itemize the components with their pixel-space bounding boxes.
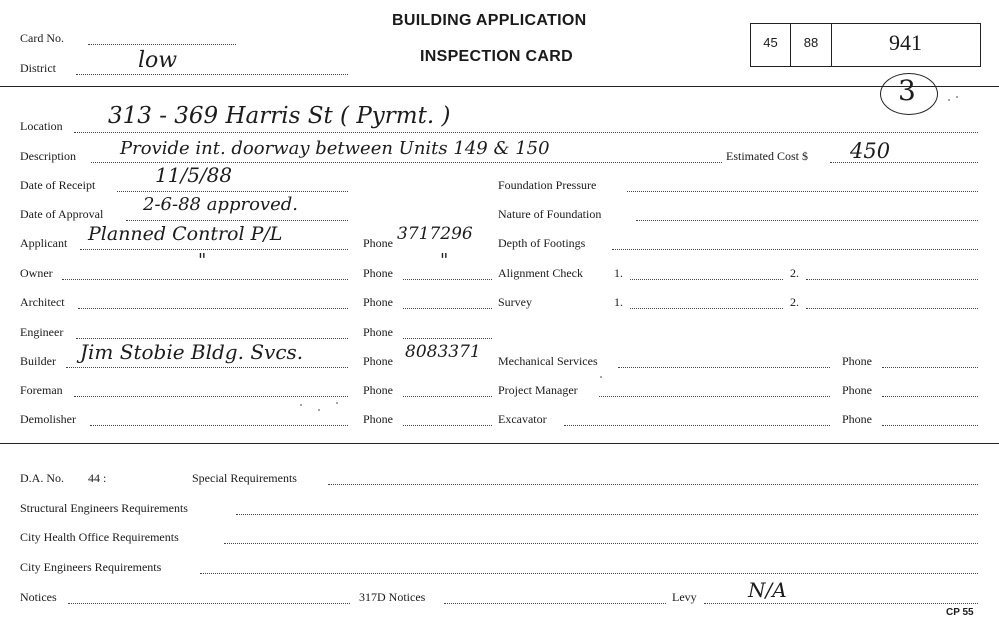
engineer-line	[76, 338, 348, 339]
foreman-line	[74, 396, 348, 397]
card-title-line2: INSPECTION CARD	[420, 48, 573, 65]
alignment-line-1	[630, 279, 783, 280]
alignment-line-2	[806, 279, 978, 280]
owner-phone-value: "	[440, 250, 449, 271]
applicant-line	[80, 249, 348, 250]
scan-speck	[300, 404, 302, 406]
builder-phone-label: Phone	[363, 354, 393, 368]
estimated-cost-value: 450	[850, 139, 891, 163]
foundation-pressure-label: Foundation Pressure	[498, 178, 597, 192]
district-label: District	[20, 61, 56, 75]
project-manager-phone-line	[882, 396, 978, 397]
owner-phone-label: Phone	[363, 266, 393, 280]
builder-line	[66, 367, 348, 368]
applicant-label: Applicant	[20, 236, 68, 250]
engineers-requirements-line	[200, 573, 978, 574]
depth-footings-label: Depth of Footings	[498, 236, 586, 250]
nature-foundation-label: Nature of Foundation	[498, 207, 602, 221]
notices-317d-line	[444, 603, 666, 604]
architect-phone-line	[403, 308, 492, 309]
da-no-value: 44 :	[88, 471, 107, 485]
alignment-num-1: 1.	[614, 266, 623, 280]
district-line	[76, 74, 348, 75]
architect-line	[78, 308, 348, 309]
da-no-label: D.A. No.	[20, 471, 64, 485]
project-manager-phone-label: Phone	[842, 383, 872, 397]
structural-requirements-line	[236, 514, 978, 515]
date-approval-line	[126, 220, 348, 221]
location-value: 313 - 369 Harris St ( Pyrmt. )	[108, 103, 451, 129]
notices-317d-label: 317D Notices	[359, 590, 426, 604]
builder-phone-value: 8083371	[405, 342, 481, 362]
date-receipt-value: 11/5/88	[155, 163, 233, 187]
excavator-label: Excavator	[498, 412, 547, 426]
alignment-num-2: 2.	[790, 266, 799, 280]
owner-label: Owner	[20, 266, 53, 280]
health-requirements-label: City Health Office Requirements	[20, 530, 179, 544]
foreman-phone-line	[403, 396, 492, 397]
foreman-phone-label: Phone	[363, 383, 393, 397]
district-value: low	[138, 48, 178, 73]
mechanical-phone-label: Phone	[842, 354, 872, 368]
nature-foundation-line	[636, 220, 978, 221]
date-approval-value: 2-6-88 approved.	[143, 194, 298, 215]
engineer-phone-label: Phone	[363, 325, 393, 339]
circled-number-value: 3	[898, 74, 916, 107]
levy-label: Levy	[672, 590, 697, 604]
engineer-phone-line	[403, 338, 492, 339]
excavator-phone-line	[882, 425, 978, 426]
survey-label: Survey	[498, 295, 532, 309]
scan-speck	[336, 402, 338, 404]
builder-label: Builder	[20, 354, 56, 368]
depth-footings-line	[612, 249, 978, 250]
project-manager-label: Project Manager	[498, 383, 578, 397]
header-divider	[0, 86, 999, 87]
card-no-label: Card No.	[20, 31, 64, 45]
reference-number-box	[750, 23, 981, 67]
ref-cell-3: 941	[889, 30, 922, 55]
description-value: Provide int. doorway between Units 149 & 150	[120, 138, 550, 159]
notices-label: Notices	[20, 590, 57, 604]
date-receipt-label: Date of Receipt	[20, 178, 96, 192]
special-requirements-line	[328, 484, 978, 485]
form-code: CP 55	[946, 607, 974, 618]
survey-line-2	[806, 308, 978, 309]
owner-line	[62, 279, 348, 280]
mechanical-services-line	[618, 367, 830, 368]
date-receipt-line	[117, 191, 348, 192]
card-no-line	[88, 44, 236, 45]
owner-value: "	[198, 250, 207, 271]
architect-phone-label: Phone	[363, 295, 393, 309]
applicant-phone-value: 3717296	[397, 224, 473, 244]
foreman-label: Foreman	[20, 383, 63, 397]
scan-speck	[318, 409, 320, 411]
ref-cell-1: 45	[751, 24, 791, 66]
mechanical-phone-line	[882, 367, 978, 368]
applicant-phone-label: Phone	[363, 236, 393, 250]
architect-label: Architect	[20, 295, 65, 309]
estimated-cost-label: Estimated Cost $	[726, 149, 808, 163]
engineers-requirements-label: City Engineers Requirements	[20, 560, 162, 574]
levy-line	[704, 603, 978, 604]
scan-speck	[948, 99, 950, 101]
levy-value: N/A	[748, 578, 787, 602]
location-line	[74, 132, 978, 133]
description-label: Description	[20, 149, 76, 163]
owner-phone-line	[403, 279, 492, 280]
alignment-check-label: Alignment Check	[498, 266, 583, 280]
survey-num-2: 2.	[790, 295, 799, 309]
demolisher-line	[90, 425, 348, 426]
excavator-line	[564, 425, 830, 426]
mechanical-services-label: Mechanical Services	[498, 354, 598, 368]
requirements-divider	[0, 443, 999, 444]
health-requirements-line	[224, 543, 978, 544]
card-title-line1: BUILDING APPLICATION	[392, 12, 587, 29]
ref-cell-2: 88	[791, 24, 832, 66]
demolisher-phone-label: Phone	[363, 412, 393, 426]
notices-line	[68, 603, 350, 604]
date-approval-label: Date of Approval	[20, 207, 104, 221]
scan-speck	[600, 376, 602, 378]
engineer-label: Engineer	[20, 325, 64, 339]
survey-line-1	[630, 308, 783, 309]
builder-value: Jim Stobie Bldg. Svcs.	[80, 340, 304, 364]
demolisher-phone-line	[403, 425, 492, 426]
project-manager-line	[599, 396, 830, 397]
demolisher-label: Demolisher	[20, 412, 76, 426]
special-requirements-label: Special Requirements	[192, 471, 297, 485]
applicant-value: Planned Control P/L	[88, 223, 283, 245]
excavator-phone-label: Phone	[842, 412, 872, 426]
structural-requirements-label: Structural Engineers Requirements	[20, 501, 188, 515]
foundation-pressure-line	[627, 191, 978, 192]
scan-speck	[956, 96, 958, 98]
survey-num-1: 1.	[614, 295, 623, 309]
location-label: Location	[20, 119, 63, 133]
